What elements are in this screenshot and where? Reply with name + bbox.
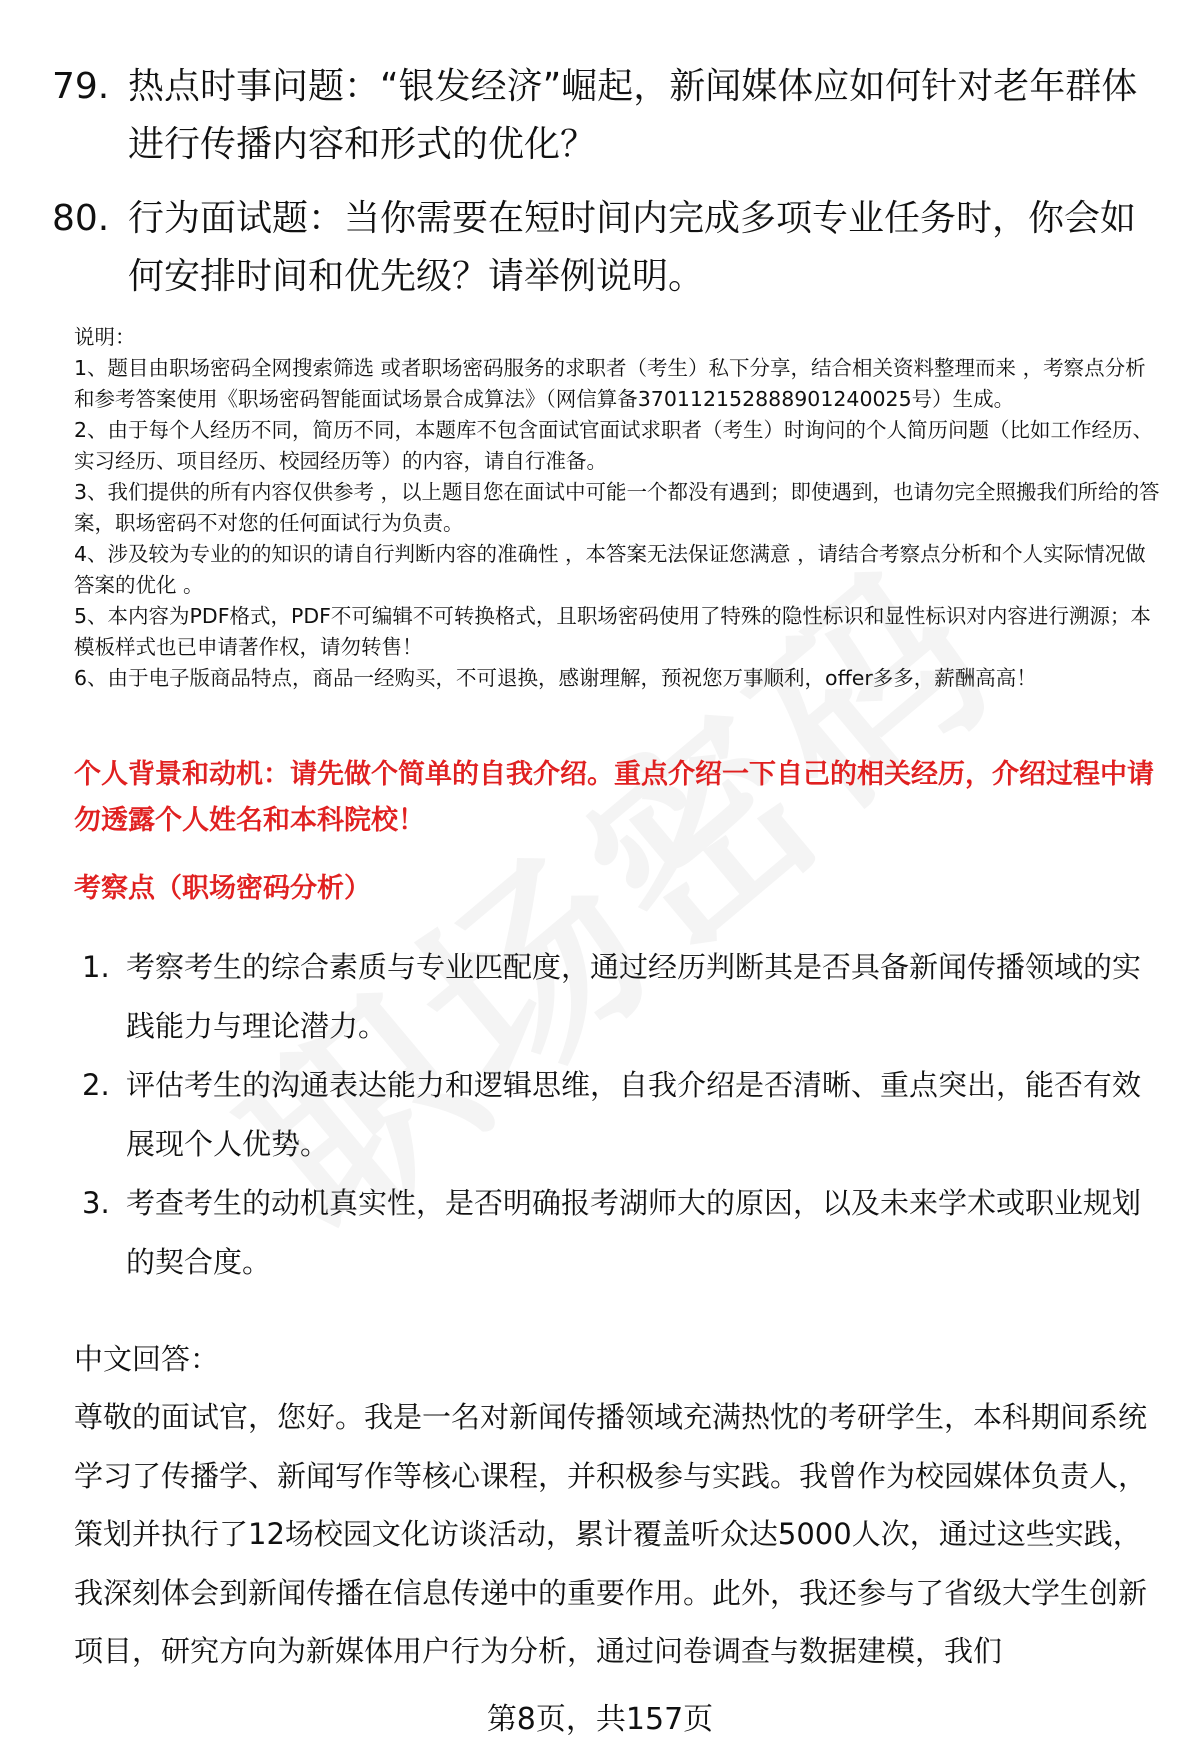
disclaimer-notes [74, 322, 1164, 694]
question-80 [52, 190, 1152, 306]
analysis-index: 1. [82, 950, 110, 984]
analysis-list [82, 938, 1152, 1292]
answer-label: 中文回答： [74, 1342, 220, 1376]
analysis-text: 评估考生的沟通表达能力和逻辑思维，自我介绍是否清晰、重点突出，能否有效展现个人优势。 [126, 1068, 1142, 1161]
analysis-text: 考查考生的动机真实性，是否明确报考湖师大的原因，以及未来学术或职业规划的契合度。 [126, 1186, 1142, 1279]
analysis-text: 考察考生的综合素质与专业匹配度，通过经历判断其是否具备新闻传播领域的实践能力与理论潜力。 [126, 950, 1142, 1043]
question-79 [52, 58, 1152, 174]
analysis-index: 2. [82, 1068, 110, 1102]
analysis-item [82, 938, 1152, 1056]
analysis-item [82, 1056, 1152, 1174]
note-item: 2、由于每个人经历不同，简历不同，本题库不包含面试官面试求职者（考生）时询问的个人简历问题（比如工作经历、实习经历、项目经历、校园经历等）的内容，请自行准备。 [74, 418, 1154, 473]
section-heading: 个人背景和动机：请先做个简单的自我介绍。重点介绍一下自己的相关经历，介绍过程中请勿透露个人姓名和本科院校！ [74, 759, 1154, 836]
question-number: 79. [52, 66, 110, 107]
note-item: 3、我们提供的所有内容仅供参考 ，以上题目您在面试中可能一个都没有遇到；即使遇到，也请勿完全照搬我们所给的答案，职场密码不对您的任何面试行为负责。 [74, 480, 1160, 535]
answer-text: 尊敬的面试官，您好。我是一名对新闻传播领域充满热忱的考研学生，本科期间系统学习了传播学、新闻写作等核心课程，并积极参与实践。我曾作为校园媒体负责人，策划并执行了12场校园文化访谈活动，累计覆盖听众达5000人次，通过这些实践，我深刻体会到新闻传播在信息传递中的重要作用。此外，我还参与了省级大学生创新项目，研究方向为新媒体用户行为分析，通过问卷调查与数据建模，我们 [74, 1400, 1148, 1668]
analysis-title: 考察点（职场密码分析） [74, 873, 371, 904]
notes-title: 说明： [74, 325, 136, 349]
analysis-item [82, 1174, 1152, 1292]
question-text: 热点时事问题：“银发经济”崛起，新闻媒体应如何针对老年群体进行传播内容和形式的优化？ [128, 66, 1138, 165]
page-footer: 第8页，共157页 [486, 1702, 714, 1737]
question-number: 80. [52, 198, 110, 239]
note-item: 4、涉及较为专业的的知识的请自行判断内容的准确性 ，本答案无法保证您满意 ，请结合考察点分析和个人实际情况做答案的优化 。 [74, 542, 1146, 597]
question-text: 行为面试题：当你需要在短时间内完成多项专业任务时，你会如何安排时间和优先级？请举例说明。 [128, 198, 1137, 297]
note-item: 6、由于电子版商品特点，商品一经购买，不可退换，感谢理解，预祝您万事顺利，offer多多，薪酬高高！ [74, 666, 1037, 690]
note-item: 5、本内容为PDF格式，PDF不可编辑不可转换格式，且职场密码使用了特殊的隐性标识和显性标识对内容进行溯源；本模板样式也已申请著作权，请勿转售！ [74, 604, 1151, 659]
analysis-index: 3. [82, 1186, 110, 1220]
note-item: 1、题目由职场密码全网搜索筛选 或者职场密码服务的求职者（考生）私下分享，结合相关资料整理而来 ，考察点分析和参考答案使用《职场密码智能面试场景合成算法》（网信算备370112152888901240025号）生成。 [74, 356, 1146, 411]
